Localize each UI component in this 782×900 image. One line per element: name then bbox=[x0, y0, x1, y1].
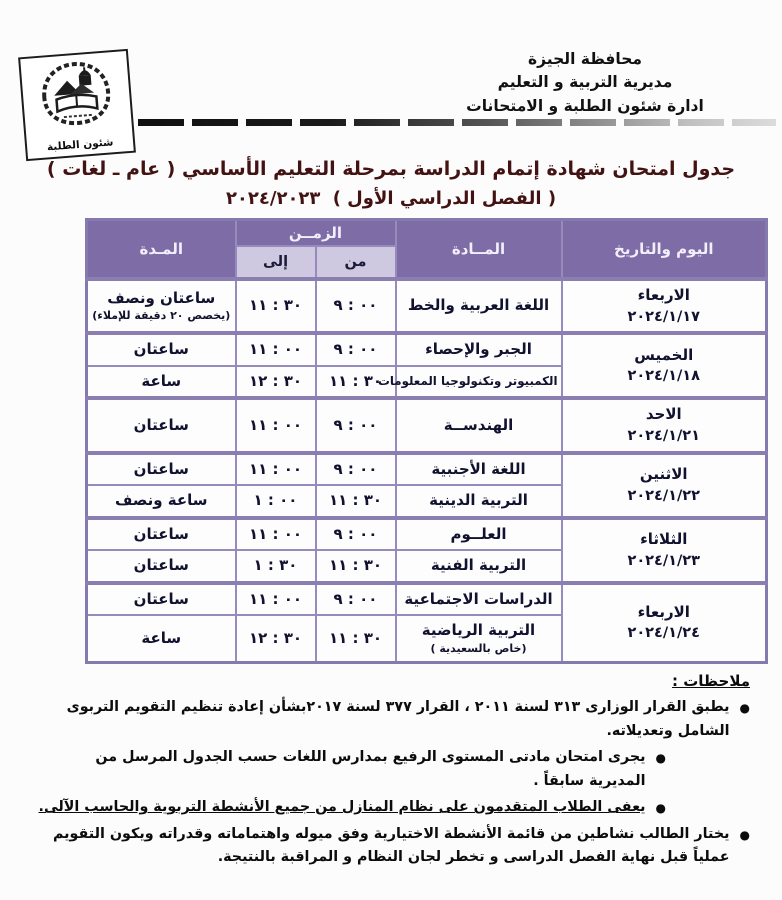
subject-name: اللغة العربية والخط bbox=[407, 296, 550, 315]
duration-cell bbox=[87, 366, 236, 399]
time-to-cell bbox=[236, 583, 316, 616]
exam-schedule-table bbox=[85, 218, 768, 664]
note-item bbox=[36, 746, 750, 793]
table-row bbox=[87, 583, 767, 616]
duration-note: (يخصص ٢٠ دقيقة للإملاء) bbox=[92, 309, 231, 323]
student-affairs-logo bbox=[18, 49, 136, 161]
time-to-cell bbox=[236, 485, 316, 518]
duration-cell bbox=[87, 279, 236, 333]
duration-cell bbox=[87, 333, 236, 366]
table-row bbox=[87, 279, 767, 333]
time-to-cell bbox=[236, 366, 316, 399]
day-date: ٢٠٢٤/١/٢٤ bbox=[627, 625, 701, 642]
subject-cell bbox=[396, 279, 562, 333]
subject-cell bbox=[396, 485, 562, 518]
column-header-subject: المــادة bbox=[396, 220, 562, 280]
duration-value: ساعة bbox=[141, 371, 182, 390]
bullet-icon: ● bbox=[739, 700, 750, 715]
subject-cell bbox=[396, 398, 562, 452]
duration-cell bbox=[87, 518, 236, 551]
time-from-cell bbox=[316, 518, 396, 551]
document-content bbox=[0, 158, 782, 873]
time-from-cell bbox=[316, 333, 396, 366]
day-name: الخميس bbox=[634, 345, 694, 364]
org-line-governorate: محافظة الجيزة bbox=[527, 50, 643, 68]
subject-name: الجبر والإحصاء bbox=[425, 340, 532, 359]
time-from-cell bbox=[316, 453, 396, 486]
day-name: الاثنين bbox=[639, 465, 688, 484]
subject-name: اللغة الأجنبية bbox=[431, 459, 526, 478]
subject-cell bbox=[396, 550, 562, 583]
note-text: يطبق القرار الوزارى ٣١٣ لسنة ٢٠١١ ، القرار ٣٧٧ لسنة ٢٠١٧بشأن إعادة تنظيم التقويم التربوى الشامل وتعديلاته. bbox=[66, 698, 730, 739]
time-from-cell bbox=[316, 583, 396, 616]
academic-year: ٢٠٢٤/٢٠٢٣ bbox=[225, 188, 321, 209]
time-to-value: ١١ : ٠٠ bbox=[248, 524, 303, 543]
bullet-icon: ● bbox=[655, 751, 666, 766]
table-row bbox=[87, 398, 767, 452]
time-from-value: ١١ : ٣٠ bbox=[328, 628, 383, 647]
time-to-cell bbox=[236, 615, 316, 662]
day-date-cell bbox=[562, 398, 767, 452]
org-line-administration: ادارة شئون الطلبة و الامتحانات bbox=[466, 96, 704, 115]
time-from-value: ١١ : ٣٠ bbox=[328, 491, 383, 510]
time-to-value: ١٢ : ٣٠ bbox=[248, 371, 303, 390]
exam-table-body bbox=[87, 279, 767, 662]
duration-value: ساعتان bbox=[133, 340, 189, 359]
time-from-value: ٩ : ٠٠ bbox=[333, 415, 378, 434]
time-from-cell bbox=[316, 485, 396, 518]
note-text: يعفى الطلاب المتقدمون على نظام المنازل من جميع الأنشطة التربوية والحاسب الآلى. bbox=[38, 799, 646, 816]
time-to-cell bbox=[236, 398, 316, 452]
governorate-emblem-icon bbox=[27, 55, 125, 136]
subject-cell bbox=[396, 615, 562, 662]
subject-name: الهندســة bbox=[443, 415, 514, 434]
day-name: الاربعاء bbox=[637, 286, 690, 304]
organization-header bbox=[430, 48, 740, 118]
time-from-value: ٩ : ٠٠ bbox=[333, 589, 378, 608]
time-to-cell bbox=[236, 550, 316, 583]
subject-cell bbox=[396, 453, 562, 486]
time-from-cell bbox=[316, 615, 396, 662]
time-to-value: ١ : ٣٠ bbox=[253, 556, 298, 575]
duration-cell bbox=[87, 583, 236, 616]
note-text: يختار الطالب نشاطين من قائمة الأنشطة الاختيارية وفق ميوله واهتماماته وقدراته ويكون التقويم عملياً قبل نهاية الفصل الدراسى و تخطر لجان النظام و المراقبة بالنتيجة. bbox=[52, 825, 730, 866]
time-from-cell bbox=[316, 550, 396, 583]
time-from-value: ٩ : ٠٠ bbox=[333, 296, 378, 315]
column-header-duration: المـدة bbox=[87, 220, 236, 280]
subject-cell bbox=[378, 366, 562, 399]
time-to-value: ١١ : ٠٠ bbox=[248, 415, 303, 434]
time-from-value: ٩ : ٠٠ bbox=[333, 524, 378, 543]
column-header-day: اليوم والتاريخ bbox=[562, 220, 767, 280]
duration-value: ساعة bbox=[141, 628, 182, 647]
duration-value: ساعتان bbox=[133, 524, 189, 543]
table-row bbox=[87, 518, 767, 551]
time-from-value: ١١ : ٣٠ bbox=[328, 556, 383, 575]
document-subtitle bbox=[0, 188, 782, 209]
time-from-cell bbox=[316, 398, 396, 452]
day-date-cell bbox=[562, 453, 767, 518]
column-header-time: الزمــن bbox=[236, 220, 396, 247]
subject-name: التربية الرياضية bbox=[421, 621, 536, 640]
day-date: ٢٠٢٤/١/٢٢ bbox=[627, 487, 701, 504]
day-date: ٢٠٢٤/١/٢٣ bbox=[627, 552, 701, 569]
subject-name: التربية الدينية bbox=[429, 491, 528, 510]
duration-value: ساعة ونصف bbox=[114, 491, 208, 510]
time-to-value: ١١ : ٠٠ bbox=[248, 589, 303, 608]
duration-cell bbox=[87, 398, 236, 452]
time-to-value: ١١ : ٠٠ bbox=[248, 340, 303, 359]
time-to-value: ١١ : ٠٠ bbox=[248, 459, 303, 478]
time-to-cell bbox=[236, 518, 316, 551]
duration-value: ساعتان bbox=[133, 556, 189, 575]
table-header bbox=[87, 220, 767, 280]
day-date: ٢٠٢٤/١/٢١ bbox=[627, 427, 701, 444]
notes-section bbox=[36, 671, 750, 870]
duration-value: ساعتان bbox=[133, 459, 189, 478]
time-from-value: ٩ : ٠٠ bbox=[333, 459, 378, 478]
subject-cell bbox=[396, 333, 562, 366]
day-date-cell bbox=[562, 583, 767, 663]
time-to-cell bbox=[236, 333, 316, 366]
note-item bbox=[36, 696, 750, 743]
duration-cell bbox=[87, 485, 236, 518]
subject-cell bbox=[396, 518, 562, 551]
time-to-cell bbox=[236, 453, 316, 486]
day-date-cell bbox=[562, 518, 767, 583]
notes-list bbox=[36, 696, 750, 870]
time-to-value: ١٢ : ٣٠ bbox=[248, 628, 303, 647]
letterhead-divider-line bbox=[138, 119, 776, 126]
day-date: ٢٠٢٤/١/١٨ bbox=[627, 368, 701, 385]
duration-value: ساعتان bbox=[133, 415, 189, 434]
subject-name: الدراسات الاجتماعية bbox=[404, 589, 553, 608]
semester-label: ( الفصل الدراسي الأول ) bbox=[332, 188, 557, 209]
subject-name: التربية الفنية bbox=[430, 556, 527, 575]
table-row bbox=[87, 453, 767, 486]
day-date-cell bbox=[562, 333, 767, 398]
day-name: الاربعاء bbox=[637, 602, 690, 621]
bullet-icon: ● bbox=[739, 827, 750, 842]
logo-label: شئون الطلبة bbox=[46, 136, 114, 154]
subject-name: العلــوم bbox=[450, 524, 507, 543]
note-item bbox=[36, 796, 750, 820]
subject-note: (خاص بالسعيدية ) bbox=[430, 641, 527, 655]
time-to-value: ١١ : ٣٠ bbox=[248, 296, 303, 315]
day-date-cell bbox=[562, 279, 767, 333]
duration-cell bbox=[87, 550, 236, 583]
subject-name: الكمبيوتر وتكنولوجيا المعلومات bbox=[378, 373, 558, 388]
day-date: ٢٠٢٤/١/١٧ bbox=[627, 308, 701, 325]
duration-value: ساعتان bbox=[133, 589, 189, 608]
duration-cell bbox=[87, 453, 236, 486]
document-title: جدول امتحان شهادة إتمام الدراسة بمرحلة التعليم الأساسي ( عام ـ لغات ) bbox=[46, 158, 736, 180]
subject-cell bbox=[396, 583, 562, 616]
bullet-icon: ● bbox=[655, 801, 666, 816]
note-text: يجرى امتحان مادتى المستوى الرفيع بمدارس اللغات حسب الجدول المرسل من المديرية سابقاً . bbox=[95, 749, 646, 789]
column-header-from: من bbox=[316, 246, 396, 279]
day-name: الثلاثاء bbox=[640, 530, 688, 549]
note-item bbox=[36, 823, 750, 870]
duration-value: ساعتان ونصف bbox=[107, 288, 216, 307]
time-from-value: ١١ : ٣٠ bbox=[328, 371, 383, 390]
time-from-value: ٩ : ٠٠ bbox=[333, 340, 378, 359]
column-header-to: إلى bbox=[236, 246, 316, 279]
notes-heading: ملاحظات : bbox=[671, 671, 750, 690]
duration-cell bbox=[87, 615, 236, 662]
table-row bbox=[87, 333, 767, 366]
time-to-cell bbox=[236, 279, 316, 333]
time-from-cell bbox=[316, 279, 396, 333]
time-to-value: ١ : ٠٠ bbox=[253, 491, 298, 510]
org-line-directorate: مديرية التربية و التعليم bbox=[497, 73, 673, 92]
day-name: الاحد bbox=[645, 405, 682, 424]
